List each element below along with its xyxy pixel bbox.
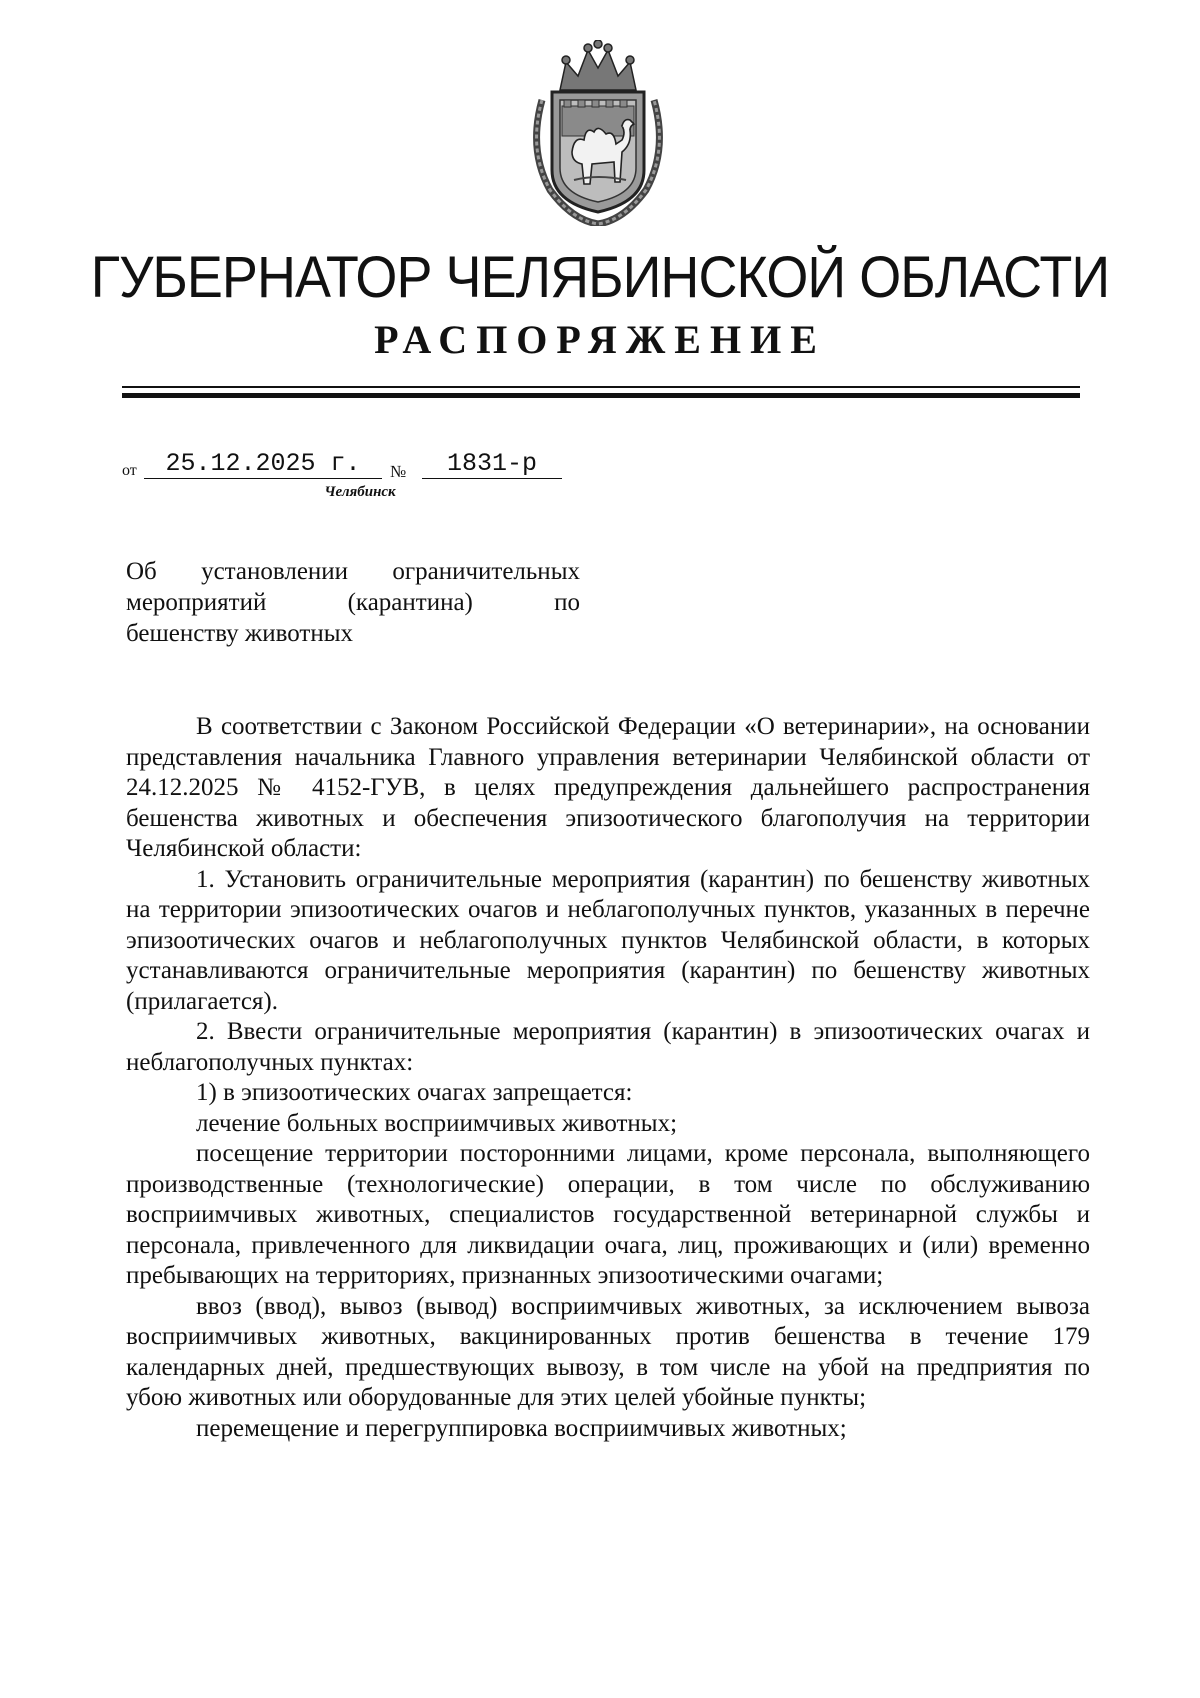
- title-line: бешенству животных: [126, 620, 353, 647]
- document-date: 25.12.2025 г.: [144, 450, 382, 479]
- body-paragraph-item-2: 2. Ввести ограничительные мероприятия (карантин) в эпизоотических очагах и неблагополучных пунктах:: [126, 1018, 1090, 1076]
- city-name: Челябинск: [324, 484, 396, 500]
- document-meta: [122, 450, 622, 482]
- document-body: [126, 712, 1090, 1444]
- title-line: мероприятий (карантина) по: [126, 589, 580, 616]
- body-paragraph-item-1: 1. Установить ограничительные мероприятия (карантин) по бешенству животных на территории эпизоотических очагов и неблагополучных пунктов, указанных в перечне эпизоотических очагов и неблагополучных пунктов Челябинской области, в которых устанавливаются ограничительные мероприятия (карантин) по бешенству животных (прилагается).: [126, 865, 1090, 1015]
- body-paragraph: ввоз (ввод), вывоз (вывод) восприимчивых животных, за исключением вывоза восприимчивых животных, вакцинированных против бешенства в течение 179 календарных дней, предшествующих вывозу, в том числе на убой на предприятия по убою животных или оборудованные для этих целей убойные пункты;: [126, 1292, 1090, 1411]
- issuing-authority-heading: ГУБЕРНАТОР ЧЕЛЯБИНСКОЙ ОБЛАСТИ: [90, 245, 1110, 310]
- body-paragraph: лечение больных восприимчивых животных;: [196, 1109, 678, 1137]
- number-label: №: [390, 462, 407, 481]
- document-number: 1831-р: [422, 450, 562, 479]
- header-divider-thin: [122, 386, 1080, 388]
- document-type-heading: РАСПОРЯЖЕНИЕ: [374, 317, 826, 362]
- coat-of-arms-icon: [522, 40, 674, 226]
- body-subitem-1: 1) в эпизоотических очагах запрещается:: [196, 1079, 633, 1106]
- body-paragraph-preamble: В соответствии с Законом Российской Федерации «О ветеринарии», на основании представления начальника Главного управления ветеринарии Челябинской области от 24.12.2025 № 4152-ГУВ, в целях предупреждения дальнейшего распространения бешенства животных и обеспечения эпизоотического благополучия на территории Челябинской области:: [126, 713, 1090, 862]
- date-label: от: [122, 462, 137, 479]
- body-paragraph: перемещение и перегруппировка восприимчивых животных;: [196, 1414, 847, 1442]
- document-title: [126, 556, 580, 649]
- body-paragraph: посещение территории посторонними лицами, кроме персонала, выполняющего производственные (технологические) операции, в том числе по обслуживанию восприимчивых животных, специалистов государственной ветеринарной службы и персонала, привлеченного для ликвидации очага, лиц, проживающих и (или) временно пребывающих на территориях, признанных эпизоотическими очагами;: [126, 1140, 1090, 1289]
- title-line: Об установлении ограничительных: [126, 558, 580, 585]
- header-divider-thick: [122, 393, 1080, 398]
